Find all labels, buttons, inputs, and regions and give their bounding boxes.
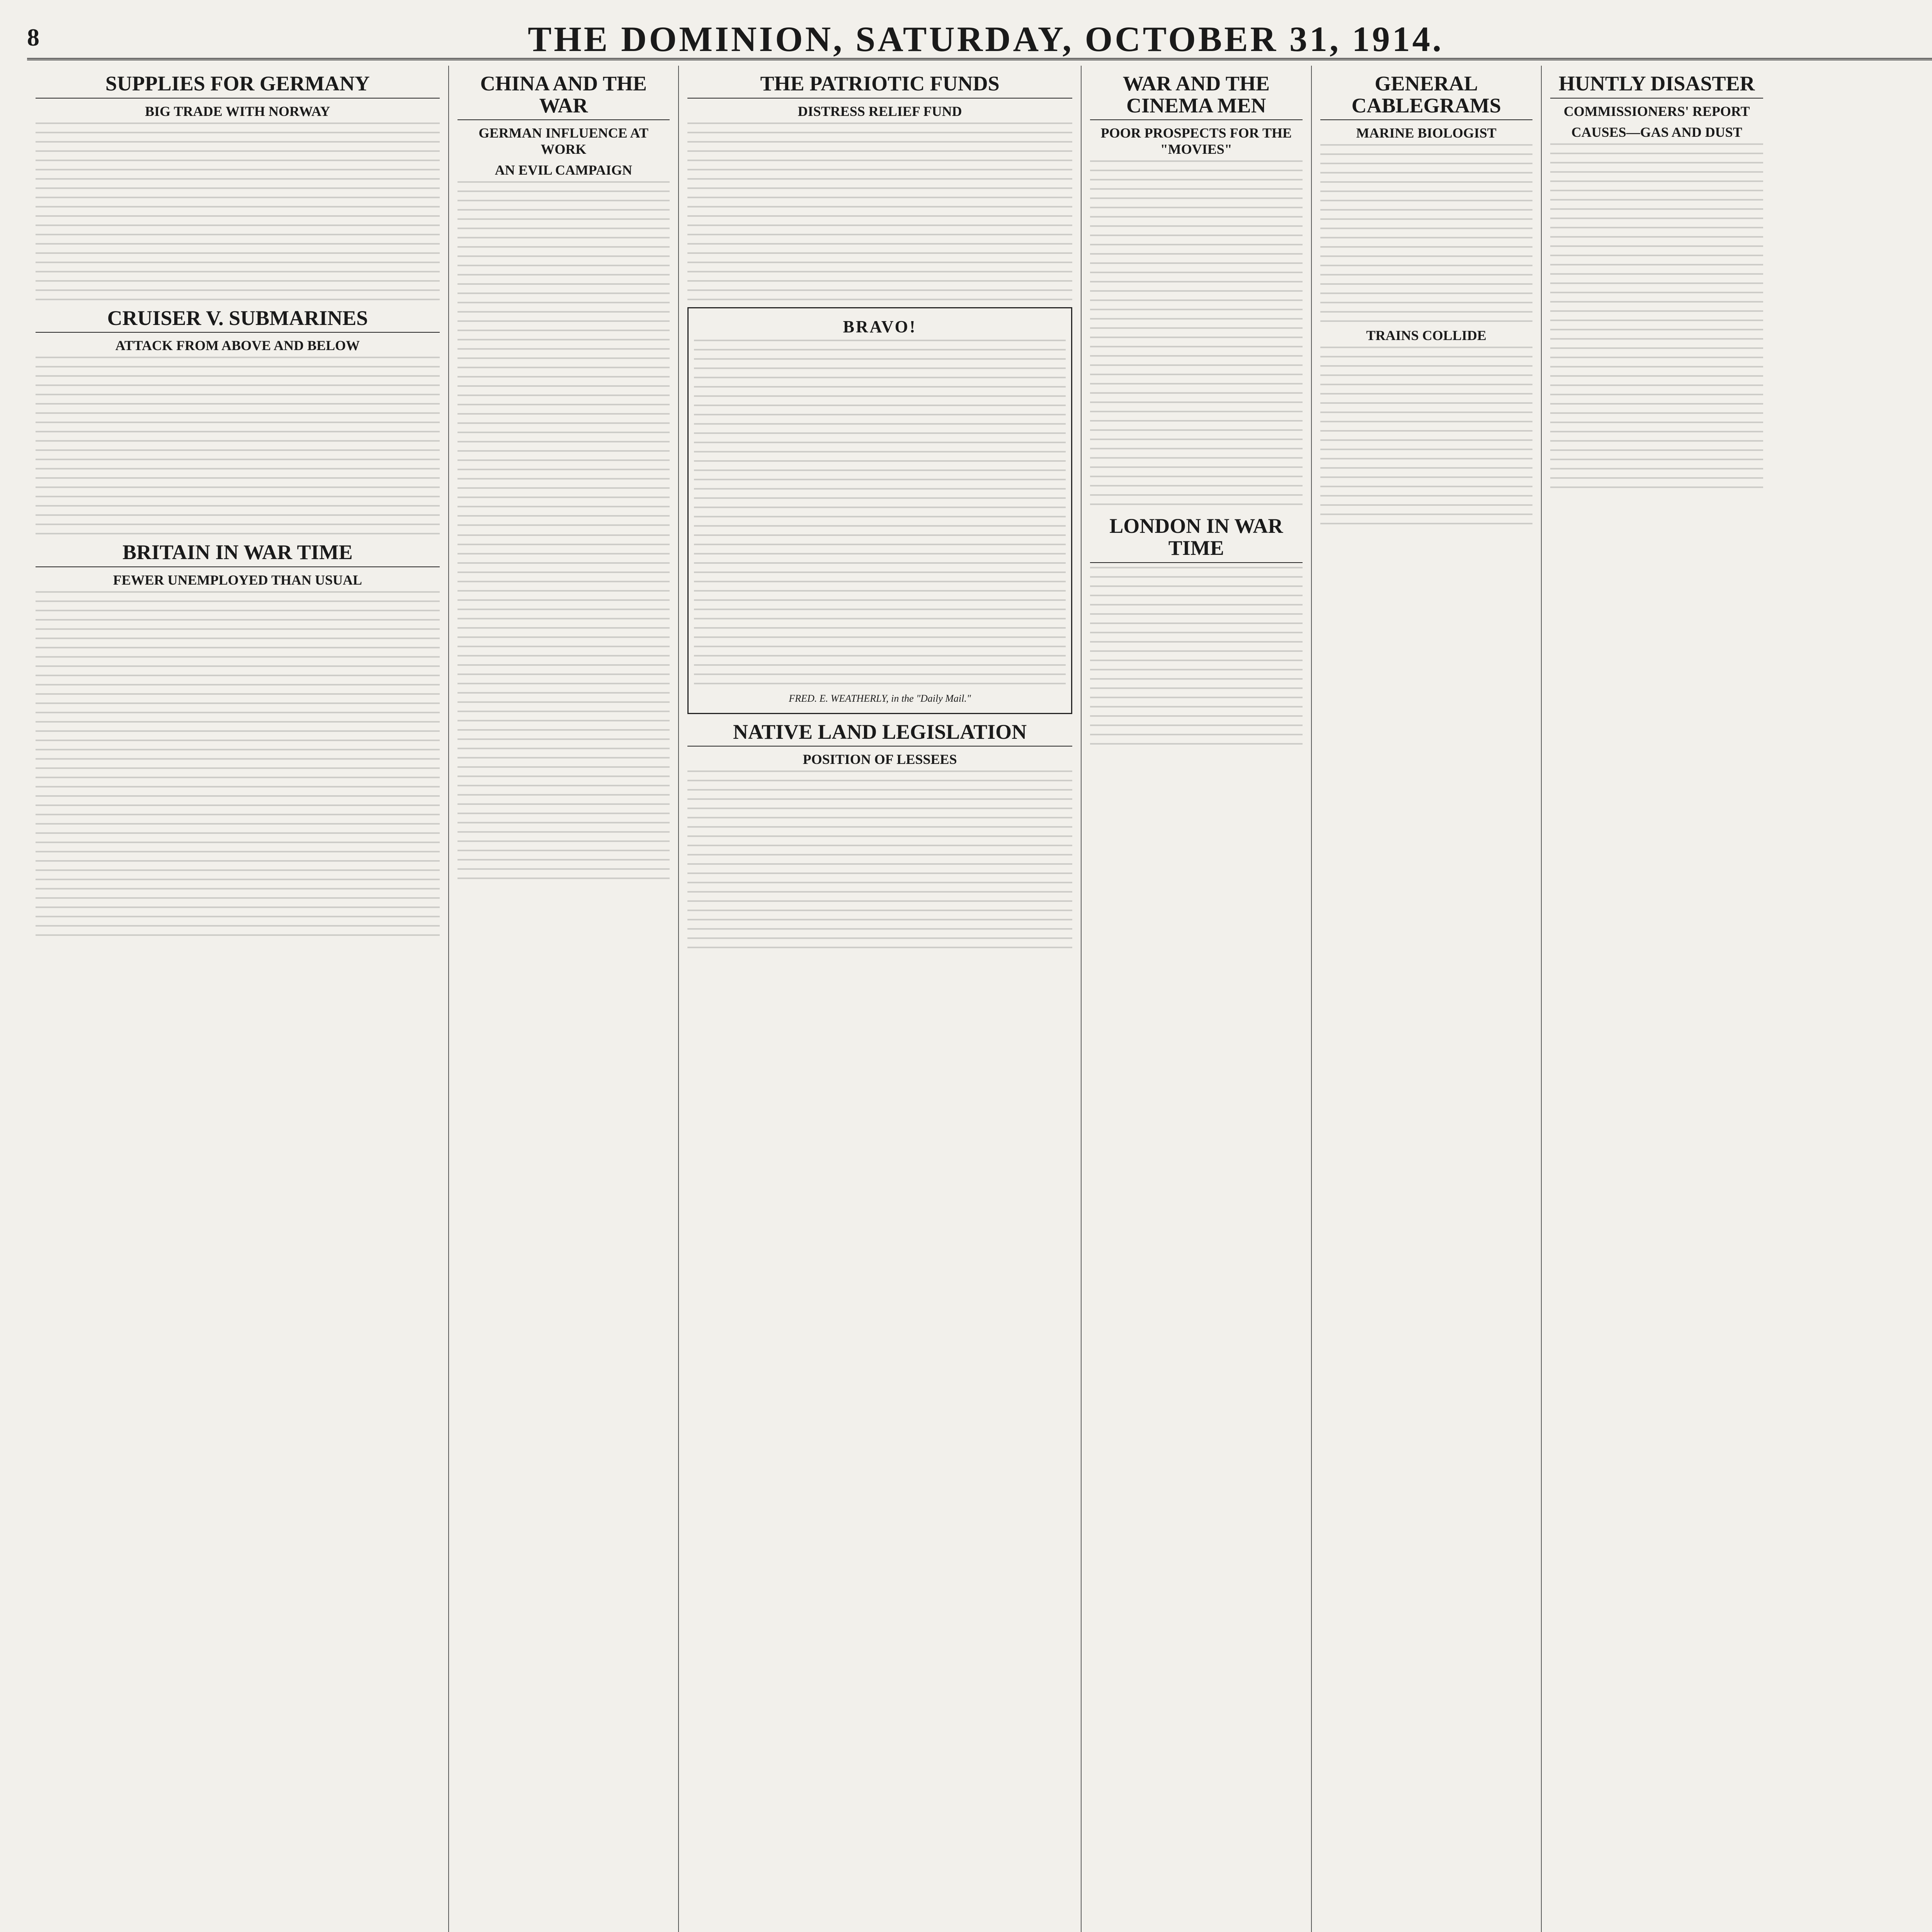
poem-byline: FRED. E. WEATHERLY, in the "Daily Mail." — [789, 692, 971, 704]
column-1 — [27, 66, 449, 1932]
page-number: 8 — [27, 24, 39, 51]
poem-title: BRAVO! — [843, 317, 917, 336]
headline: WAR AND THE CINEMA MEN — [1090, 73, 1302, 120]
subheadline: TRAINS COLLIDE — [1366, 328, 1486, 344]
column-4 — [679, 66, 1082, 1932]
masthead-title: THE DOMINION, SATURDAY, OCTOBER 31, 1914. — [527, 19, 1444, 59]
headline: GENERAL CABLEGRAMS — [1320, 73, 1532, 120]
subheadline: POOR PROSPECTS FOR THE "MOVIES" — [1100, 125, 1292, 157]
column-grid — [27, 66, 1932, 1932]
subheadline: POSITION OF LESSEES — [803, 752, 957, 767]
subheadline: AN EVIL CAMPAIGN — [495, 162, 633, 178]
headline: LONDON IN WAR TIME — [1090, 515, 1302, 563]
subheadline: COMMISSIONERS' REPORT — [1563, 103, 1750, 119]
headline: SUPPLIES FOR GERMANY — [36, 73, 440, 99]
masthead — [27, 15, 1932, 60]
subheadline: MARINE BIOLOGIST — [1356, 125, 1497, 141]
subheadline: BIG TRADE WITH NORWAY — [145, 103, 330, 119]
poem-box — [687, 307, 1072, 714]
headline: BRITAIN IN WAR TIME — [36, 541, 440, 567]
subheadline: ATTACK FROM ABOVE AND BELOW — [115, 338, 360, 354]
headline: CRUISER V. SUBMARINES — [36, 307, 440, 333]
column-7 — [1542, 66, 1772, 1932]
headline: CHINA AND THE WAR — [457, 73, 670, 120]
column-3 — [449, 66, 679, 1932]
subheadline: CAUSES—GAS AND DUST — [1571, 124, 1742, 140]
subheadline: FEWER UNEMPLOYED THAN USUAL — [113, 572, 362, 588]
subheadline: DISTRESS RELIEF FUND — [798, 103, 962, 119]
subheadline: GERMAN INFLUENCE AT WORK — [478, 125, 649, 157]
headline: NATIVE LAND LEGISLATION — [687, 721, 1072, 747]
column-5 — [1082, 66, 1311, 1932]
headline: THE PATRIOTIC FUNDS — [687, 73, 1072, 99]
column-6 — [1312, 66, 1542, 1932]
headline: HUNTLY DISASTER — [1550, 73, 1763, 99]
